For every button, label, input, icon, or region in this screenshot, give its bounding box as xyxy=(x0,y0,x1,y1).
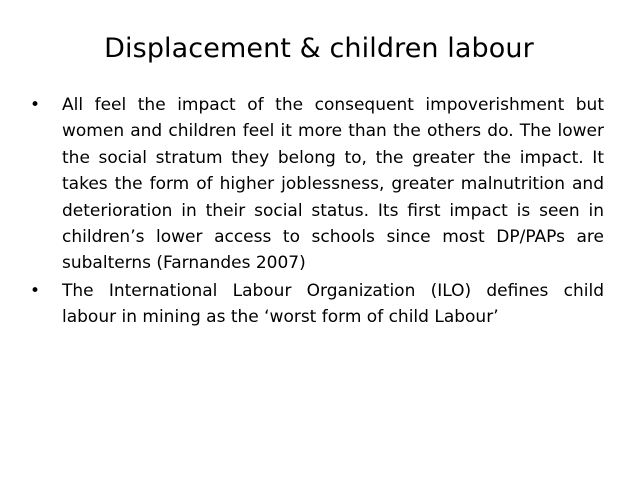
slide-title: Displacement & children labour xyxy=(104,33,534,64)
bullet-list xyxy=(30,92,604,332)
bullet-marker: • xyxy=(30,95,41,115)
bullet-item xyxy=(30,278,604,331)
bullet-item xyxy=(30,92,604,277)
bullet-text: All feel the impact of the consequent impoverishment but women and children feel it more than the others do. The lower the social stratum they belong to, the greater the impact. It takes the form of higher joblessness, greater malnutrition and deterioration in their social status. Its first impact is seen in children’s lower access to schools since most DP/PAPs are subalterns (Farnandes 2007) xyxy=(62,95,604,274)
bullet-text: The International Labour Organization (ILO) defines child labour in mining as the ‘worst form of child Labour’ xyxy=(62,280,604,328)
bullet-marker: • xyxy=(30,280,41,301)
